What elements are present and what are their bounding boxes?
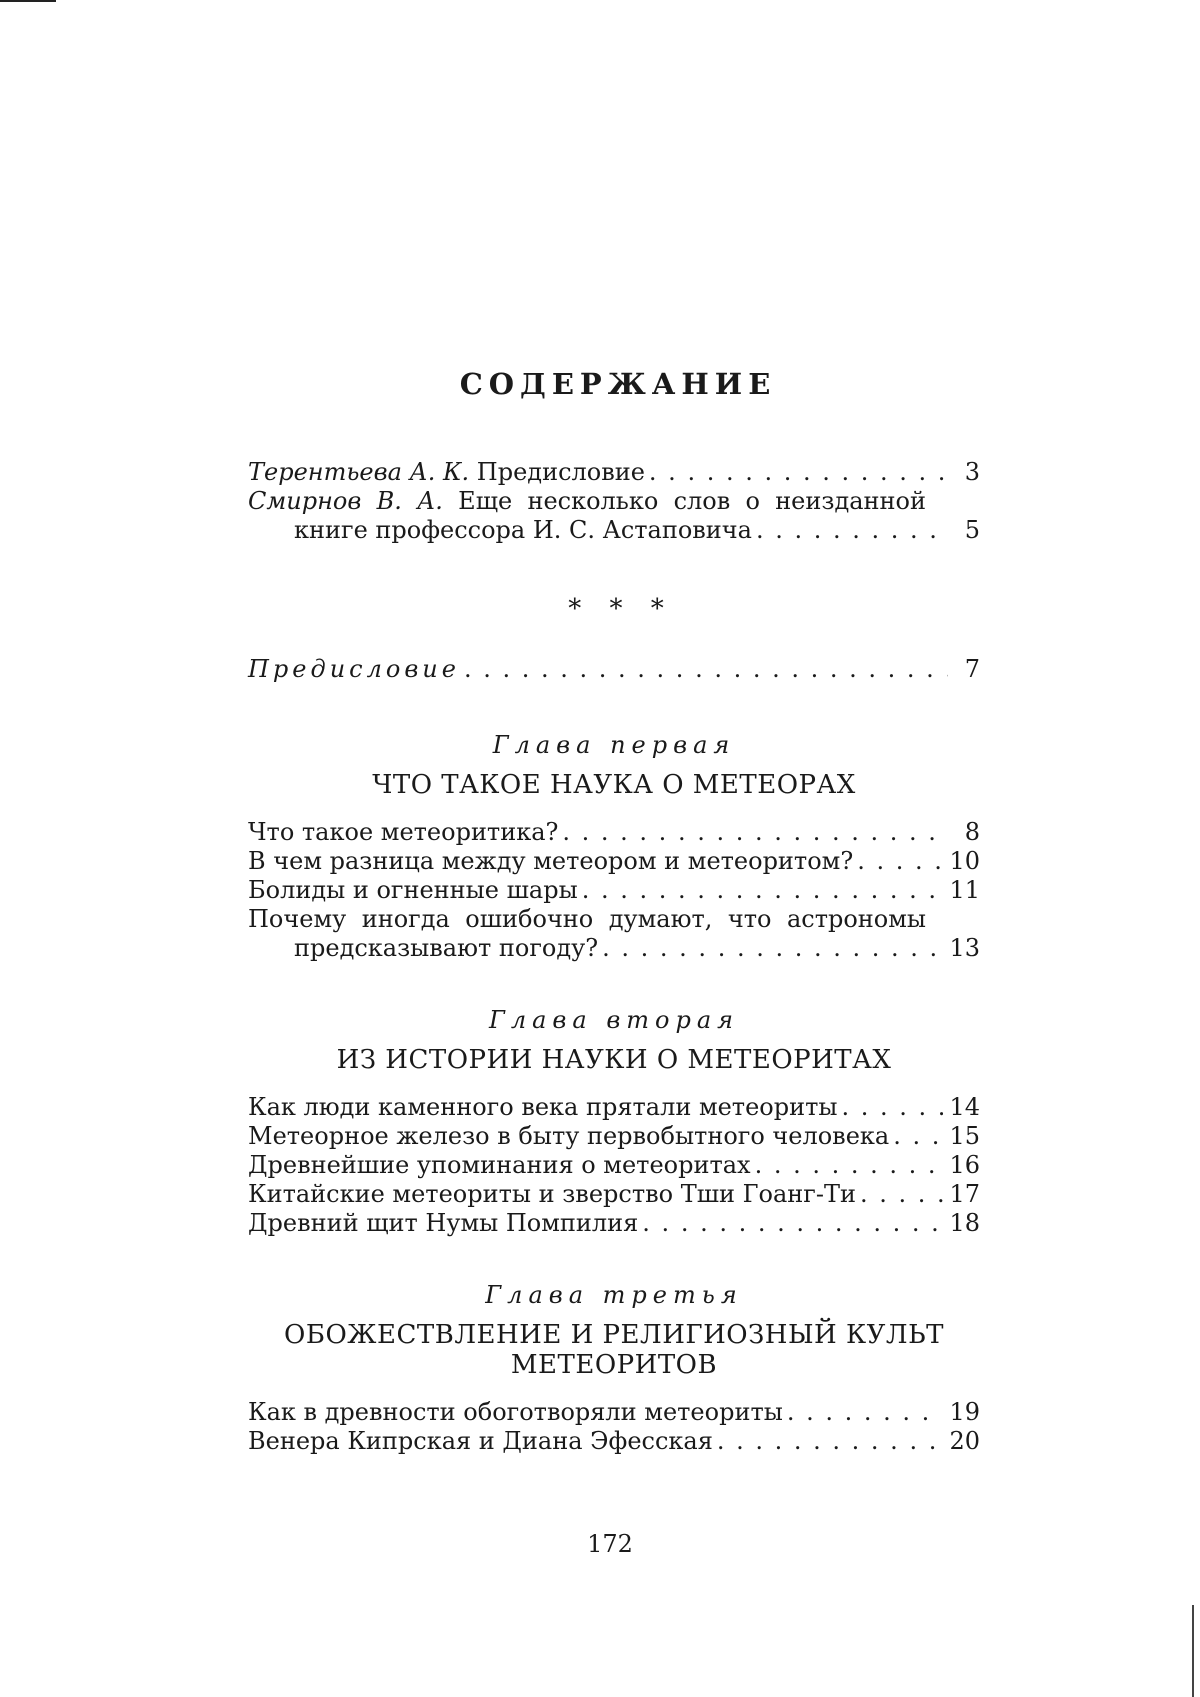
toc-entry (248, 1209, 980, 1238)
dot-leader (889, 1122, 943, 1151)
page-number: 172 (587, 1530, 633, 1558)
toc-entry-line-1: Почему иногда ошибочно думают, что астрономы (248, 905, 926, 933)
dot-leader (460, 655, 948, 684)
chapter-section (248, 1003, 980, 1238)
dot-leader (578, 876, 944, 905)
toc-entry-page: 10 (949, 847, 980, 875)
toc-entry (248, 487, 980, 545)
toc-entry-title-continued: книге профессора И. С. Астаповича (294, 516, 752, 544)
table-of-contents (248, 360, 980, 1456)
toc-entry (248, 1398, 980, 1427)
chapter-label: Глава первая (492, 731, 736, 759)
toc-entry (248, 1180, 980, 1209)
dot-leader (638, 1209, 943, 1238)
dot-leader (856, 1180, 943, 1209)
toc-entry (248, 905, 980, 963)
toc-entry-line-2 (248, 934, 980, 963)
scan-corner-mark (0, 0, 56, 2)
chapter-title: ЧТО ТАКОЕ НАУКА О МЕТЕОРАХ (372, 770, 856, 800)
toc-entry (248, 1093, 980, 1122)
toc-entry-page: 5 (964, 516, 980, 544)
toc-entry-page: 17 (949, 1180, 980, 1208)
page-title: СОДЕРЖАНИЕ (459, 367, 777, 401)
toc-entry (248, 1122, 980, 1151)
chapter-section (248, 1278, 980, 1456)
toc-entry-title: В чем разница между метеором и метеоритом? (248, 847, 854, 875)
toc-entry-page: 3 (964, 458, 980, 486)
toc-entry-line-1 (248, 487, 980, 516)
toc-entry (248, 1427, 980, 1456)
toc-entry-page: 7 (964, 655, 980, 683)
toc-entry-page: 20 (949, 1427, 980, 1455)
toc-entry-page: 11 (949, 876, 980, 904)
toc-entry-line-2 (248, 516, 980, 545)
toc-entry-title: Предисловие (248, 655, 460, 683)
dot-leader (853, 847, 943, 876)
toc-entry-page: 18 (949, 1209, 980, 1237)
toc-entry-title: Предисловие (476, 458, 645, 486)
toc-entry-title: Древний щит Нумы Помпилия (248, 1209, 639, 1237)
toc-entry-title: Еще несколько слов о неизданной (458, 487, 926, 515)
toc-entry-title: Венера Кипрская и Диана Эфесская (248, 1427, 713, 1455)
toc-entry (248, 818, 980, 847)
toc-entry-title: Как люди каменного века прятали метеориты (248, 1093, 838, 1121)
chapter-title: ИЗ ИСТОРИИ НАУКИ О МЕТЕОРИТАХ (336, 1045, 892, 1075)
chapter-section (248, 728, 980, 963)
toc-entry (248, 847, 980, 876)
toc-entry-page: 8 (964, 818, 980, 846)
toc-entry-title: Как в древности обоготворяли метеориты (248, 1398, 783, 1426)
toc-entry-author: Терентьева А. К. (248, 458, 470, 486)
dot-leader (751, 1151, 944, 1180)
toc-entry-page: 14 (949, 1093, 980, 1121)
toc-entry-title: Болиды и огненные шары (248, 876, 578, 904)
dot-leader (645, 458, 948, 487)
toc-entry-title-continued: предсказывают погоду? (294, 934, 599, 962)
dot-leader (783, 1398, 944, 1427)
dot-leader (558, 818, 948, 847)
chapter-title (248, 1320, 980, 1380)
dot-leader (837, 1093, 943, 1122)
toc-entry (248, 876, 980, 905)
toc-entry-preface (248, 655, 980, 684)
section-separator: * * * (568, 594, 674, 624)
toc-entry-title: Что такое метеоритика? (248, 818, 559, 846)
chapter-title-line-2: МЕТЕОРИТОВ (510, 1350, 718, 1380)
toc-entry-page: 19 (949, 1398, 980, 1426)
chapter-title-line-1: ОБОЖЕСТВЛЕНИЕ И РЕЛИГИОЗНЫЙ КУЛЬТ (284, 1320, 944, 1350)
dot-leader (598, 934, 943, 963)
toc-entry (248, 1151, 980, 1180)
toc-entry-text (248, 458, 645, 487)
toc-entry-title: Метеорное железо в быту первобытного человека (248, 1122, 890, 1150)
dot-leader (752, 516, 948, 545)
toc-entry (248, 458, 980, 487)
chapter-label: Глава третья (485, 1281, 743, 1309)
chapter-label: Глава вторая (488, 1006, 740, 1034)
toc-entry-page: 15 (949, 1122, 980, 1150)
toc-entry-author: Смирнов В. А. (248, 487, 443, 515)
dot-leader (713, 1427, 944, 1456)
toc-entry-title: Китайские метеориты и зверство Тши Гоанг-Ти (248, 1180, 856, 1208)
toc-entry-page: 16 (949, 1151, 980, 1179)
toc-entry-page: 13 (949, 934, 980, 962)
toc-entry-title: Древнейшие упоминания о метеоритах (248, 1151, 751, 1179)
scan-edge-mark (1192, 1605, 1194, 1697)
